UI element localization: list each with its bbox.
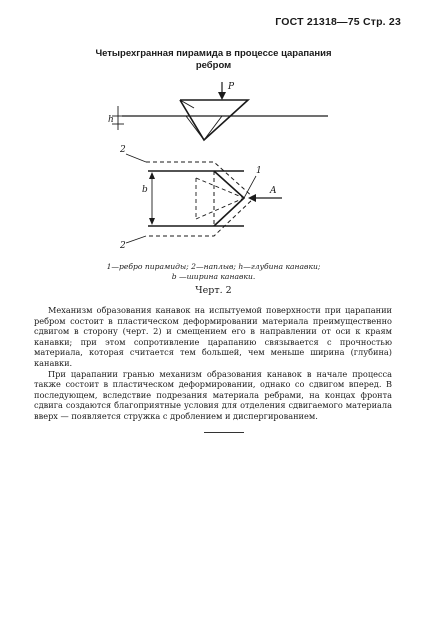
paragraph-2: При царапании гранью механизм образования канавок в начале процесса также состоит в пластическом деформировании, однако со сдвигом вперед. В последующем, вследствие подрезания материала ребрами, на концах фронта сдвига создаются благоприятные условия для отделения сдвигаемого материала вверх — появляется стружка с дроблением и диспергированием. (34, 368, 392, 421)
pileup-outline (146, 162, 254, 236)
body-text (34, 305, 392, 422)
label-a: A (270, 186, 277, 196)
label-h: h (108, 115, 114, 125)
paragraph-1: Механизм образования канавок на испытуемой поверхности при царапании ребром состоит в пластическом деформировании материала преимущественно сдвигом в сторону (черт. 2) и смещением его в направлении от оси к краям канавки; при этом сопротивление царапанию связывается с прочностью материала, которая считается тем большей, чем меньше ширина (глубина) канавки. (34, 305, 392, 368)
section-rule (204, 432, 244, 433)
label-b: b (142, 185, 148, 195)
pyramid-plan (214, 171, 244, 226)
page-header: ГОСТ 21318—75 Стр. 23 (275, 16, 401, 28)
label-2-top: 2 (120, 145, 126, 155)
force-p-arrowhead (218, 92, 226, 100)
pyramid-scratching-diagram (0, 0, 427, 290)
figure-caption-line2: ребром (195, 60, 232, 71)
figure-legend-line2: b —ширина канавки. (171, 272, 256, 281)
figure-legend-line1: 1—ребро пирамиды; 2—наплыв; h—глубина канавки; (106, 262, 321, 271)
label-p: P (228, 82, 235, 92)
label-2-bottom: 2 (120, 241, 126, 251)
figure-number: Черт. 2 (195, 285, 232, 296)
figure-caption-line1: Четырехгранная пирамида в процессе царапания (95, 48, 332, 59)
label-1: 1 (256, 166, 262, 176)
